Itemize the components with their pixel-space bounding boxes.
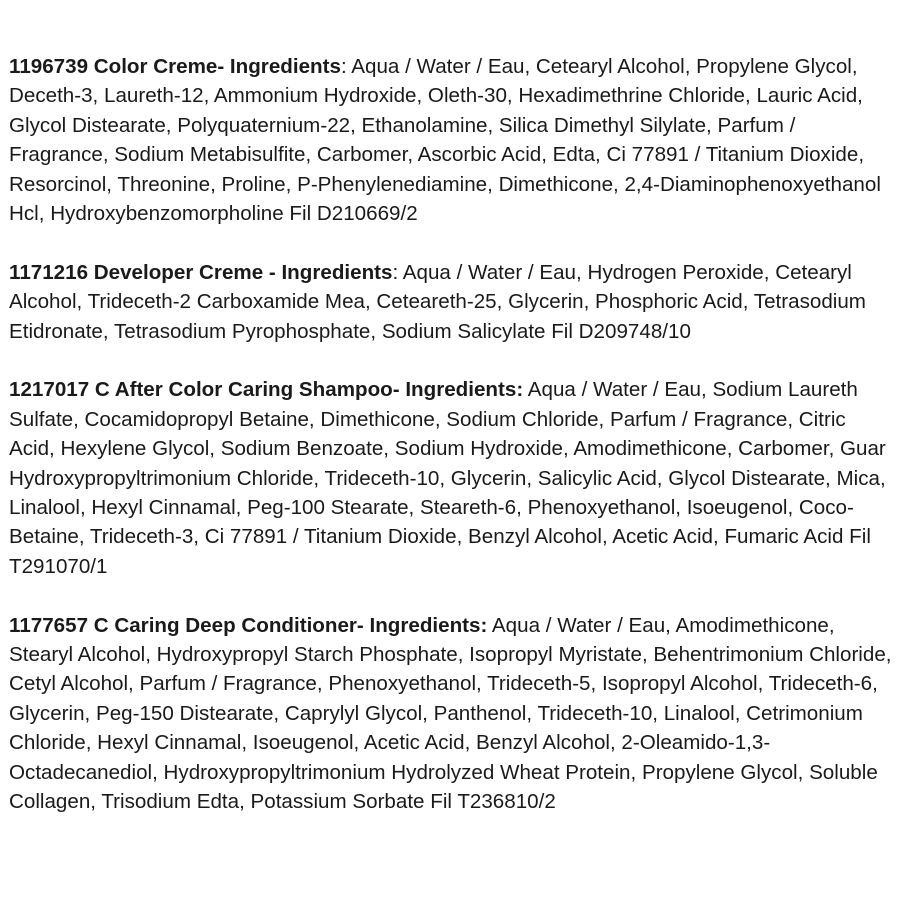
ingredients-document [9,52,895,846]
section-body: Aqua / Water / Eau, Cetearyl Alcohol, Propylene Glycol, Deceth-3, Laureth-12, Ammonium Hydroxide, Oleth-30, Hexadimethrine Chloride, Lauric Acid, Glycol Distearate, Polyquaternium-22, Ethanolamine, Silica Dimethyl Silylate, Parfum / Fragrance, Sodium Metabisulfite, Carbomer, Ascorbic Acid, Edta, Ci 77891 / Titanium Dioxide, Resorcinol, Threonine, Proline, P-Phenylenediamine, Dimethicone, 2,4-Diaminophenoxyethanol Hcl, Hydroxybenzomorpholine Fil D210669/2 [9,55,881,226]
section-body: Aqua / Water / Eau, Hydrogen Peroxide, Cetearyl Alcohol, Trideceth-2 Carboxamide Mea, Ceteareth-25, Glycerin, Phosphoric Acid, Tetrasodium Etidronate, Tetrasodium Pyrophosphate, Sodium Salicylate Fil D209748/10 [9,260,866,343]
section-heading: 1217017 C After Color Caring Shampoo- Ingredients: [9,378,524,402]
section-heading: 1177657 C Caring Deep Conditioner- Ingredients: [9,613,488,637]
section-separator: : [392,260,399,284]
section-heading: 1196739 Color Creme- Ingredients [9,55,341,78]
section-body: Aqua / Water / Eau, Amodimethicone, Stearyl Alcohol, Hydroxypropyl Starch Phosphate, Isopropyl Myristate, Behentrimonium Chloride, Cetyl Alcohol, Parfum / Fragrance, Phenoxyethanol, Trideceth-5, Isopropyl Alcohol, Trideceth-6, Glycerin, Peg-150 Distearate, Caprylyl Glycol, Panthenol, Trideceth-10, Linalool, Cetrimonium Chloride, Hexyl Cinnamal, Isoeugenol, Acetic Acid, Benzyl Alcohol, 2-Oleamido-1,3-Octadecanediol, Hydroxypropyltrimonium Hydrolyzed Wheat Protein, Propylene Glycol, Soluble Collagen, Trisodium Edta, Potassium Sorbate Fil T236810/2 [9,613,892,814]
ingredients-section-deep-conditioner [9,611,895,817]
ingredients-section-color-creme [9,52,895,228]
section-separator: : [340,55,347,78]
ingredients-section-caring-shampoo [9,375,895,581]
ingredients-section-developer-creme [9,258,895,346]
section-body: Aqua / Water / Eau, Sodium Laureth Sulfate, Cocamidopropyl Betaine, Dimethicone, Sodium Chloride, Parfum / Fragrance, Citric Acid, Hexylene Glycol, Sodium Benzoate, Sodium Hydroxide, Amodimethicone, Carbomer, Guar Hydroxypropyltrimonium Chloride, Trideceth-10, Glycerin, Salicylic Acid, Glycol Distearate, Mica, Linalool, Hexyl Cinnamal, Peg-100 Stearate, Steareth-6, Phenoxyethanol, Isoeugenol, Coco-Betaine, Trideceth-3, Ci 77891 / Titanium Dioxide, Benzyl Alcohol, Acetic Acid, Fumaric Acid Fil T291070/1 [9,378,886,578]
section-heading: 1171216 Developer Creme - Ingredients [9,260,393,284]
